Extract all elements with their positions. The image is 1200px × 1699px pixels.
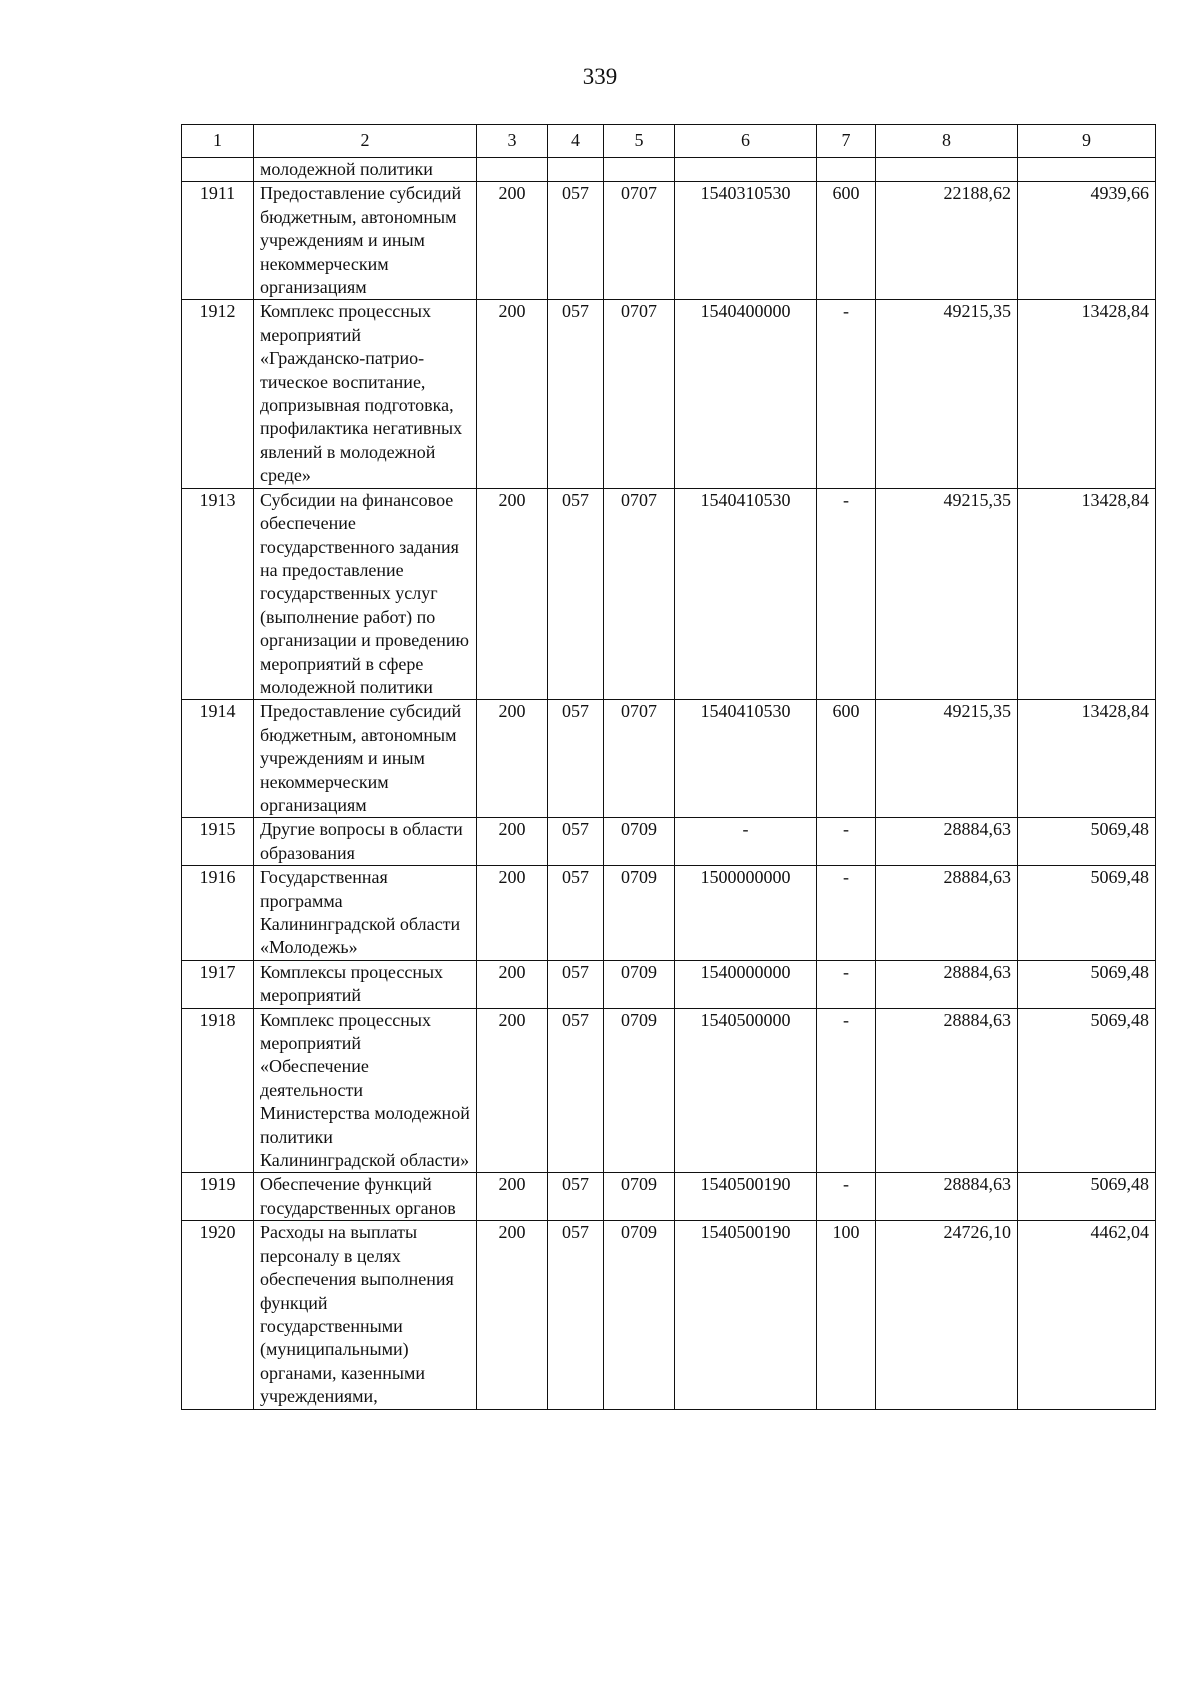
- cell-col4: 057: [548, 300, 604, 488]
- cell-col7: -: [817, 866, 876, 961]
- cell-col5: 0707: [604, 700, 675, 818]
- header-cell: 4: [548, 125, 604, 158]
- cell-col3: 200: [477, 700, 548, 818]
- cell-col8: 24726,10: [876, 1221, 1018, 1409]
- cell-col4: 057: [548, 818, 604, 866]
- cell-col5: 0707: [604, 488, 675, 700]
- table-row: [182, 1008, 1156, 1173]
- cell-col5: 0707: [604, 182, 675, 300]
- cell-col8: 28884,63: [876, 818, 1018, 866]
- row-number: 1911: [182, 182, 254, 300]
- continuation-cell: [1018, 158, 1156, 182]
- cell-col8: 28884,63: [876, 960, 1018, 1008]
- row-number: 1917: [182, 960, 254, 1008]
- row-name: Обеспечение функций государственных органов: [254, 1173, 477, 1221]
- cell-col3: 200: [477, 866, 548, 961]
- cell-col7: -: [817, 1173, 876, 1221]
- continuation-cell: [817, 158, 876, 182]
- cell-col5: 0707: [604, 300, 675, 488]
- cell-col9: 5069,48: [1018, 960, 1156, 1008]
- continuation-cell: [182, 158, 254, 182]
- header-cell: 9: [1018, 125, 1156, 158]
- cell-col7: 600: [817, 182, 876, 300]
- page-number: 339: [582, 64, 618, 89]
- cell-col7: -: [817, 818, 876, 866]
- row-name: Государственная программа Калининградской области «Молодежь»: [254, 866, 477, 961]
- header-cell: 1: [182, 125, 254, 158]
- cell-col5: 0709: [604, 818, 675, 866]
- row-number: 1915: [182, 818, 254, 866]
- cell-col3: 200: [477, 1173, 548, 1221]
- cell-col3: 200: [477, 1221, 548, 1409]
- row-number: 1916: [182, 866, 254, 961]
- row-number: 1913: [182, 488, 254, 700]
- row-name: Предоставление субсидий бюджетным, автономным учреждениям и иным некоммерческим организациям: [254, 182, 477, 300]
- cell-col6: 1500000000: [675, 866, 817, 961]
- cell-col3: 200: [477, 960, 548, 1008]
- cell-col6: -: [675, 818, 817, 866]
- cell-col3: 200: [477, 818, 548, 866]
- cell-col8: 28884,63: [876, 1008, 1018, 1173]
- cell-col6: 1540500190: [675, 1221, 817, 1409]
- table-body: [182, 182, 1156, 1409]
- cell-col9: 5069,48: [1018, 1008, 1156, 1173]
- cell-col3: 200: [477, 1008, 548, 1173]
- continuation-cell: [548, 158, 604, 182]
- cell-col3: 200: [477, 182, 548, 300]
- continuation-row: [182, 158, 1156, 182]
- cell-col7: -: [817, 1008, 876, 1173]
- cell-col8: 22188,62: [876, 182, 1018, 300]
- cell-col5: 0709: [604, 1173, 675, 1221]
- header-cell: 3: [477, 125, 548, 158]
- cell-col9: 5069,48: [1018, 818, 1156, 866]
- table-row: [182, 700, 1156, 818]
- cell-col4: 057: [548, 1008, 604, 1173]
- cell-col3: 200: [477, 300, 548, 488]
- cell-col4: 057: [548, 700, 604, 818]
- row-number: 1912: [182, 300, 254, 488]
- header-row: [182, 125, 1156, 158]
- cell-col5: 0709: [604, 1008, 675, 1173]
- row-number: 1918: [182, 1008, 254, 1173]
- continuation-cell: [477, 158, 548, 182]
- cell-col6: 1540500190: [675, 1173, 817, 1221]
- cell-col5: 0709: [604, 1221, 675, 1409]
- cell-col9: 5069,48: [1018, 866, 1156, 961]
- row-name: Предоставление субсидий бюджетным, автономным учреждениям и иным некоммерческим организациям: [254, 700, 477, 818]
- cell-col9: 4939,66: [1018, 182, 1156, 300]
- cell-col9: 5069,48: [1018, 1173, 1156, 1221]
- cell-col8: 28884,63: [876, 1173, 1018, 1221]
- table-row: [182, 866, 1156, 961]
- cell-col6: 1540400000: [675, 300, 817, 488]
- cell-col7: -: [817, 488, 876, 700]
- cell-col6: 1540310530: [675, 182, 817, 300]
- table-row: [182, 960, 1156, 1008]
- cell-col8: 49215,35: [876, 700, 1018, 818]
- row-number: 1914: [182, 700, 254, 818]
- cell-col9: 13428,84: [1018, 488, 1156, 700]
- cell-col7: 100: [817, 1221, 876, 1409]
- cell-col8: 28884,63: [876, 866, 1018, 961]
- row-name: Другие вопросы в области образования: [254, 818, 477, 866]
- cell-col9: 13428,84: [1018, 300, 1156, 488]
- row-number: 1919: [182, 1173, 254, 1221]
- cell-col4: 057: [548, 866, 604, 961]
- cell-col6: 1540410530: [675, 700, 817, 818]
- cell-col8: 49215,35: [876, 488, 1018, 700]
- table-row: [182, 1173, 1156, 1221]
- cell-col5: 0709: [604, 866, 675, 961]
- header-cell: 8: [876, 125, 1018, 158]
- cell-col9: 4462,04: [1018, 1221, 1156, 1409]
- cell-col4: 057: [548, 488, 604, 700]
- cell-col7: 600: [817, 700, 876, 818]
- table-row: [182, 1221, 1156, 1409]
- cell-col7: -: [817, 960, 876, 1008]
- row-name: Комплекс процессных мероприятий «Гражданско-патрио-тическое воспитание, допризывная подготовка, профилактика негативных явлений в молодежной среде»: [254, 300, 477, 488]
- header-cell: 2: [254, 125, 477, 158]
- header-cell: 6: [675, 125, 817, 158]
- cell-col7: -: [817, 300, 876, 488]
- header-cell: 5: [604, 125, 675, 158]
- table-row: [182, 488, 1156, 700]
- cell-col4: 057: [548, 1173, 604, 1221]
- cell-col3: 200: [477, 488, 548, 700]
- table-row: [182, 300, 1156, 488]
- cell-col6: 1540500000: [675, 1008, 817, 1173]
- cell-col9: 13428,84: [1018, 700, 1156, 818]
- table-row: [182, 818, 1156, 866]
- continuation-cell: [675, 158, 817, 182]
- table-row: [182, 182, 1156, 300]
- continuation-cell: молодежной политики: [254, 158, 477, 182]
- cell-col4: 057: [548, 1221, 604, 1409]
- header-cell: 7: [817, 125, 876, 158]
- continuation-cell: [604, 158, 675, 182]
- row-name: Субсидии на финансовое обеспечение государственного задания на предоставление государственных услуг (выполнение работ) по организации и проведению мероприятий в сфере молодежной политики: [254, 488, 477, 700]
- cell-col6: 1540410530: [675, 488, 817, 700]
- cell-col4: 057: [548, 960, 604, 1008]
- continuation-cell: [876, 158, 1018, 182]
- row-name: Комплекс процессных мероприятий «Обеспечение деятельности Министерства молодежной политики Калининградской области»: [254, 1008, 477, 1173]
- row-name: Комплексы процессных мероприятий: [254, 960, 477, 1008]
- cell-col6: 1540000000: [675, 960, 817, 1008]
- cell-col4: 057: [548, 182, 604, 300]
- row-number: 1920: [182, 1221, 254, 1409]
- cell-col8: 49215,35: [876, 300, 1018, 488]
- row-name: Расходы на выплаты персоналу в целях обеспечения выполнения функций государственными (муниципальными) органами, казенными учреждениями,: [254, 1221, 477, 1409]
- budget-table: [181, 124, 1156, 1410]
- cell-col5: 0709: [604, 960, 675, 1008]
